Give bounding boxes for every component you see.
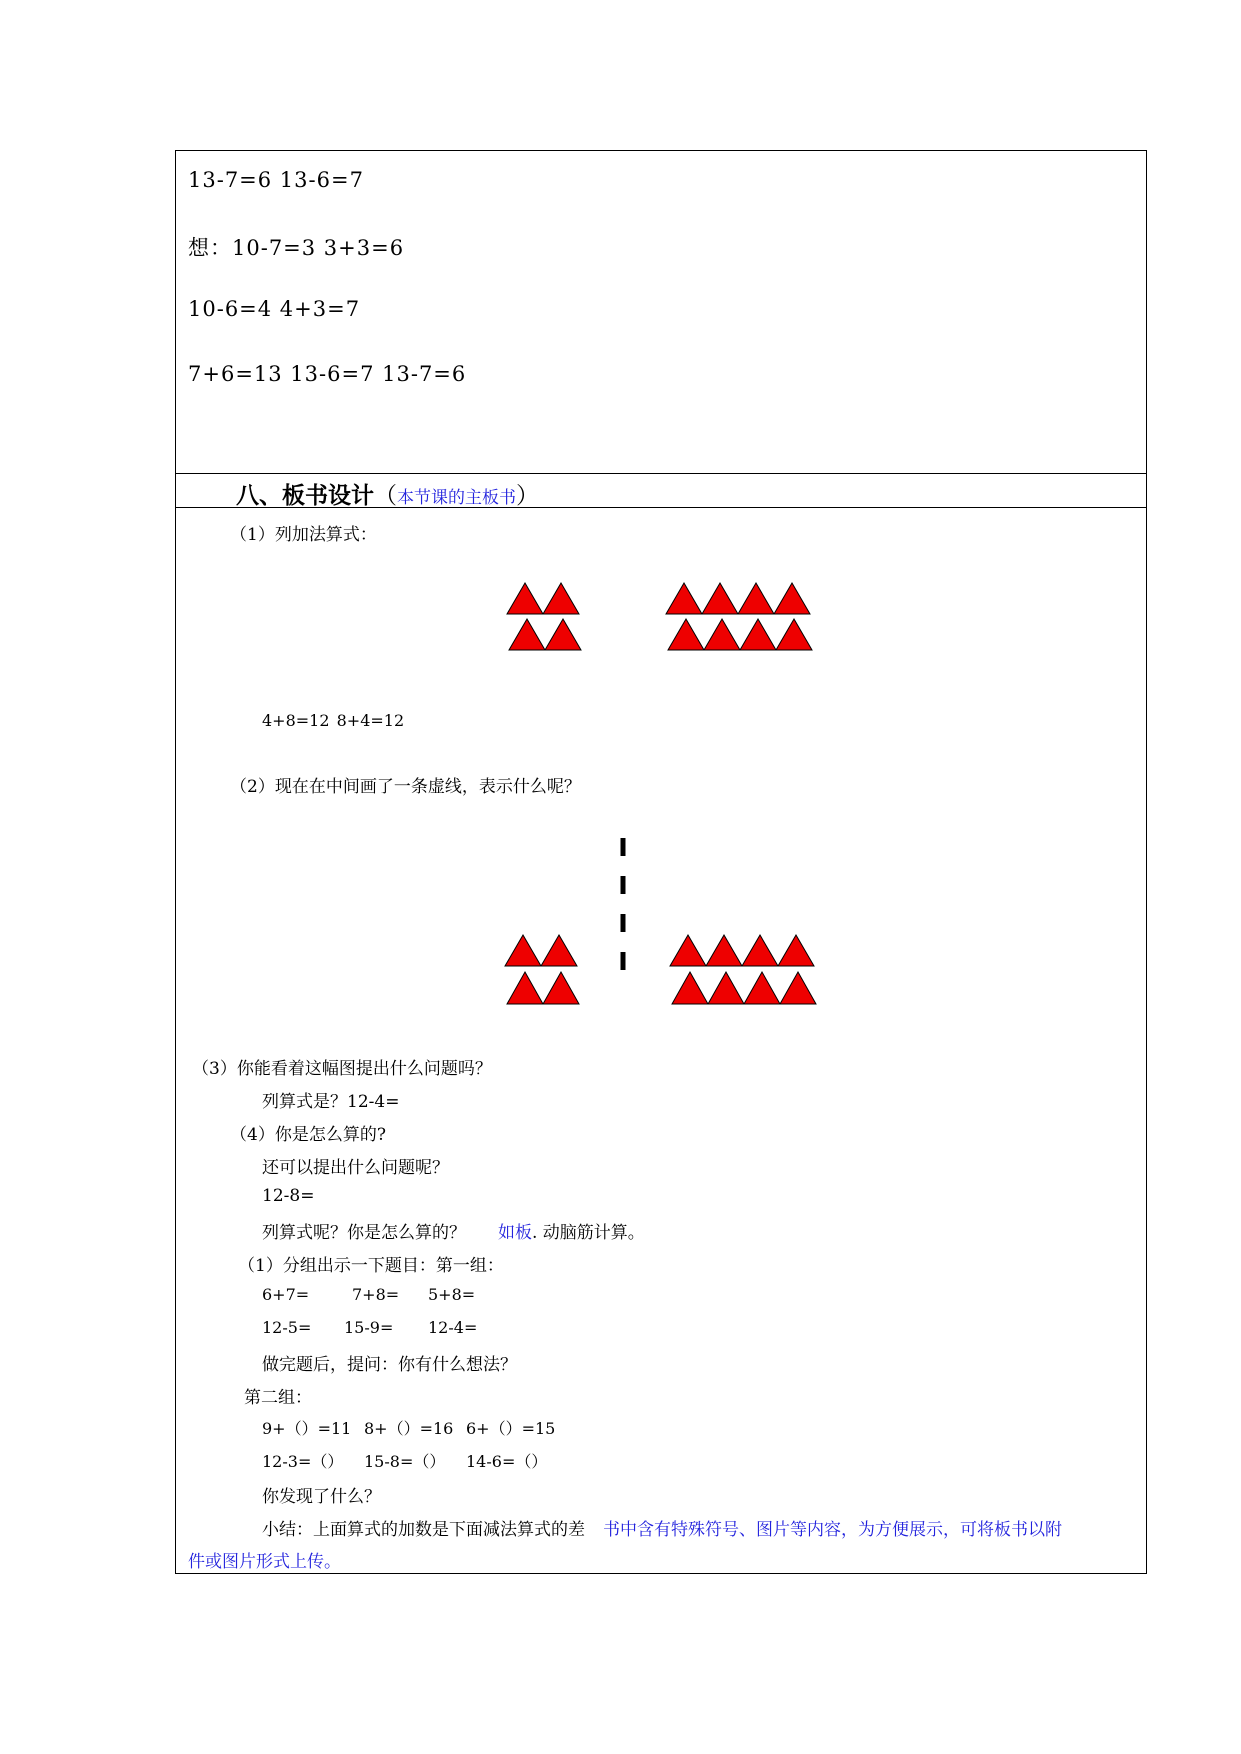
g2-r1-c2: 8+（）=16: [364, 1419, 454, 1438]
triangle: [704, 619, 740, 650]
triangle: [507, 972, 543, 1004]
ask-formula-suffix: . 动脑筋计算。: [532, 1223, 645, 1243]
section-title: 八、板书设计: [236, 483, 374, 509]
g2-r1-c1: 9+（）=11: [262, 1419, 352, 1438]
group-intro: （1）分组出示一下题目：第一组：: [238, 1256, 504, 1276]
discover-question: 你发现了什么？: [262, 1487, 381, 1507]
triangle: [702, 583, 738, 614]
triangles-right-group-1: [664, 580, 820, 652]
triangle: [780, 972, 816, 1004]
triangle: [543, 583, 579, 614]
formula-12-8: 12-8=: [262, 1186, 315, 1206]
step1-label: （1）列加法算式：: [230, 525, 377, 545]
equation-line-3: 10-6=4 4+3=7: [188, 297, 361, 321]
g1-r1-c3: 5+8=: [428, 1285, 476, 1304]
triangle: [507, 583, 543, 614]
g2-r2-c2: 15-8=（）: [364, 1452, 446, 1471]
paren-open: （: [374, 483, 397, 509]
ask-formula-text: 列算式呢？你是怎么算的？: [262, 1223, 466, 1243]
triangle: [776, 619, 812, 650]
step2-label: （2）现在在中间画了一条虚线，表示什么呢？: [230, 777, 581, 797]
ask-more-question: 还可以提出什么问题呢？: [262, 1158, 449, 1178]
triangle: [672, 972, 708, 1004]
equation-line-2: 想：10-7=3 3+3=6: [188, 236, 405, 260]
summary-upload-note-cont: 件或图片形式上传。: [188, 1552, 341, 1572]
section-heading: [236, 477, 539, 510]
after-question: 做完题后，提问：你有什么想法？: [262, 1355, 517, 1375]
triangle: [509, 619, 545, 650]
triangle: [774, 583, 810, 614]
ask-formula-line: [262, 1218, 645, 1243]
triangle: [744, 972, 780, 1004]
paren-close: ）: [516, 483, 539, 509]
g1-r2-c3: 12-4=: [428, 1318, 478, 1337]
g2-r2-c1: 12-3=（）: [262, 1452, 344, 1471]
row-divider-top: [176, 473, 1146, 474]
triangle: [545, 619, 581, 650]
triangle: [738, 583, 774, 614]
step3-formula: 列算式是？12-4=: [262, 1092, 400, 1112]
ask-formula-blue: 如板: [498, 1223, 532, 1243]
g1-r2-c1: 12-5=: [262, 1318, 312, 1337]
summary-line: [262, 1515, 1062, 1540]
triangle: [670, 935, 706, 966]
triangle: [668, 619, 704, 650]
triangle: [541, 935, 577, 966]
g1-r2-c2: 15-9=: [344, 1318, 394, 1337]
triangle: [543, 972, 579, 1004]
triangle: [708, 972, 744, 1004]
triangle: [706, 935, 742, 966]
triangle: [778, 935, 814, 966]
step3-label: （3）你能看着这幅图提出什么问题吗？: [192, 1059, 492, 1079]
g2-r1-c3: 6+（）=15: [466, 1419, 556, 1438]
step4-label: （4）你是怎么算的?: [230, 1125, 386, 1145]
section-note: 本节课的主板书: [397, 488, 516, 508]
equation-line-1: 13-7=6 13-6=7: [188, 168, 364, 192]
triangle: [742, 935, 778, 966]
triangles-left-group-1: [505, 580, 585, 652]
triangle: [505, 935, 541, 966]
dashed-divider-line: [618, 836, 628, 992]
triangles-right-group-2: [668, 932, 824, 1006]
triangles-left-group-2: [503, 932, 583, 1006]
group2-label: 第二组：: [244, 1388, 312, 1408]
g1-r1-c1: 6+7=: [262, 1285, 310, 1304]
equations-addition: 4+8=12 8+4=12: [262, 711, 405, 730]
g1-r1-c2: 7+8=: [352, 1285, 400, 1304]
summary-upload-note: 书中含有特殊符号、图片等内容，为方便展示，可将板书以附: [603, 1520, 1062, 1540]
triangle: [666, 583, 702, 614]
g2-r2-c3: 14-6=（）: [466, 1452, 548, 1471]
summary-text: 小结：上面算式的加数是下面减法算式的差: [262, 1520, 585, 1540]
triangle: [740, 619, 776, 650]
equation-line-4: 7+6=13 13-6=7 13-7=6: [188, 362, 467, 386]
